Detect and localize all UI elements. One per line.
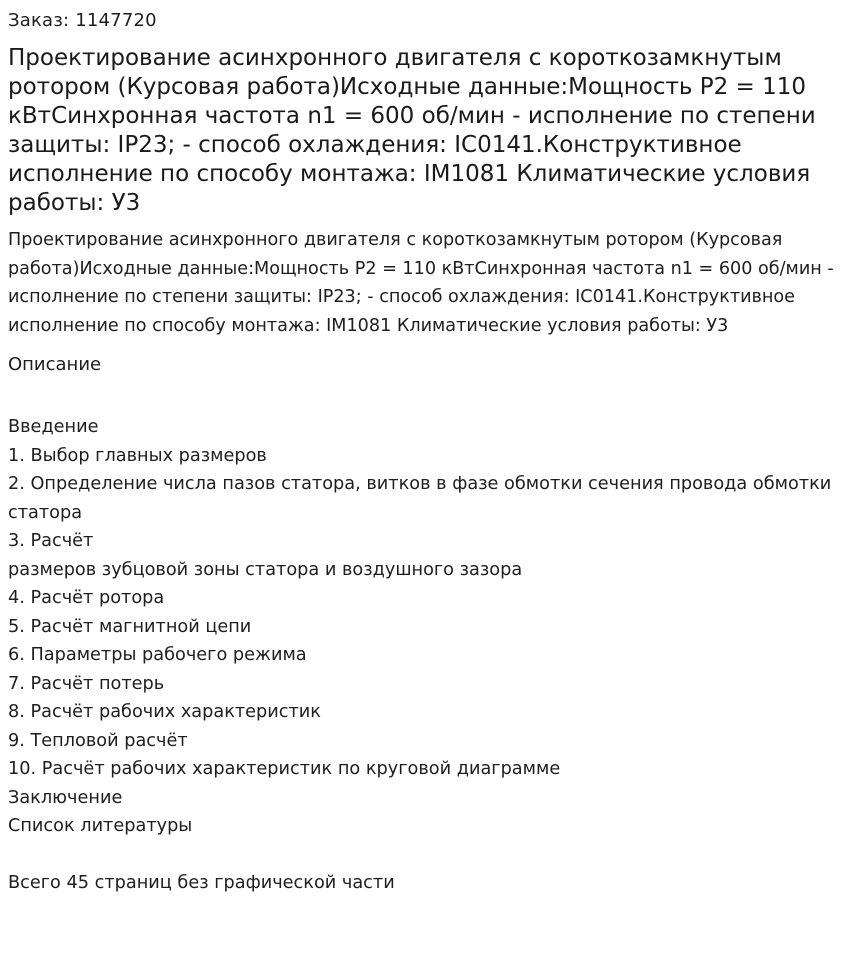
table-of-contents — [8, 413, 839, 841]
page-count-note: Всего 45 страниц без графической части — [8, 872, 395, 893]
contents-item: 10. Расчёт рабочих характеристик по круговой диаграмме — [8, 759, 561, 780]
order-number: Заказ: 1147720 — [8, 10, 157, 31]
spacer — [8, 379, 839, 413]
contents-item: 6. Параметры рабочего режима — [8, 645, 307, 666]
contents-item: 5. Расчёт магнитной цепи — [8, 616, 252, 637]
contents-item: 3. Расчёт — [8, 531, 94, 552]
contents-item: 2. Определение числа пазов статора, витков в фазе обмотки сечения провода обмотки статора — [8, 474, 832, 523]
contents-item: 8. Расчёт рабочих характеристик — [8, 702, 321, 723]
spacer — [8, 841, 839, 869]
contents-item: Заключение — [8, 787, 123, 808]
contents-item: 1. Выбор главных размеров — [8, 445, 267, 466]
contents-item: 4. Расчёт ротора — [8, 588, 165, 609]
contents-item: размеров зубцовой зоны статора и воздушного зазора — [8, 559, 523, 580]
page-title: Проектирование асинхронного двигателя с короткозамкнутым ротором (Курсовая работа)Исходные данные:Мощность Р2 = 110 кВтСинхронная частота n1 = 600 об/мин - исполнение по степени защиты: IP23; - способ охлаждения: IC0141.Конструктивное исполнение по способу монтажа: IM1081 Климатические условия работы: У3 — [8, 45, 816, 216]
contents-item: 7. Расчёт потерь — [8, 673, 165, 694]
contents-item: Введение — [8, 417, 99, 438]
contents-item: Список литературы — [8, 816, 193, 837]
product-summary: Проектирование асинхронного двигателя с короткозамкнутым ротором (Курсовая работа)Исходные данные:Мощность Р2 = 110 кВтСинхронная частота n1 = 600 об/мин - исполнение по степени защиты: IP23; - способ охлаждения: IC0141.Конструктивное исполнение по способу монтажа: IM1081 Климатические условия работы: У3 — [8, 230, 834, 336]
description-heading: Описание — [8, 354, 102, 376]
contents-item: 9. Тепловой расчёт — [8, 730, 188, 751]
